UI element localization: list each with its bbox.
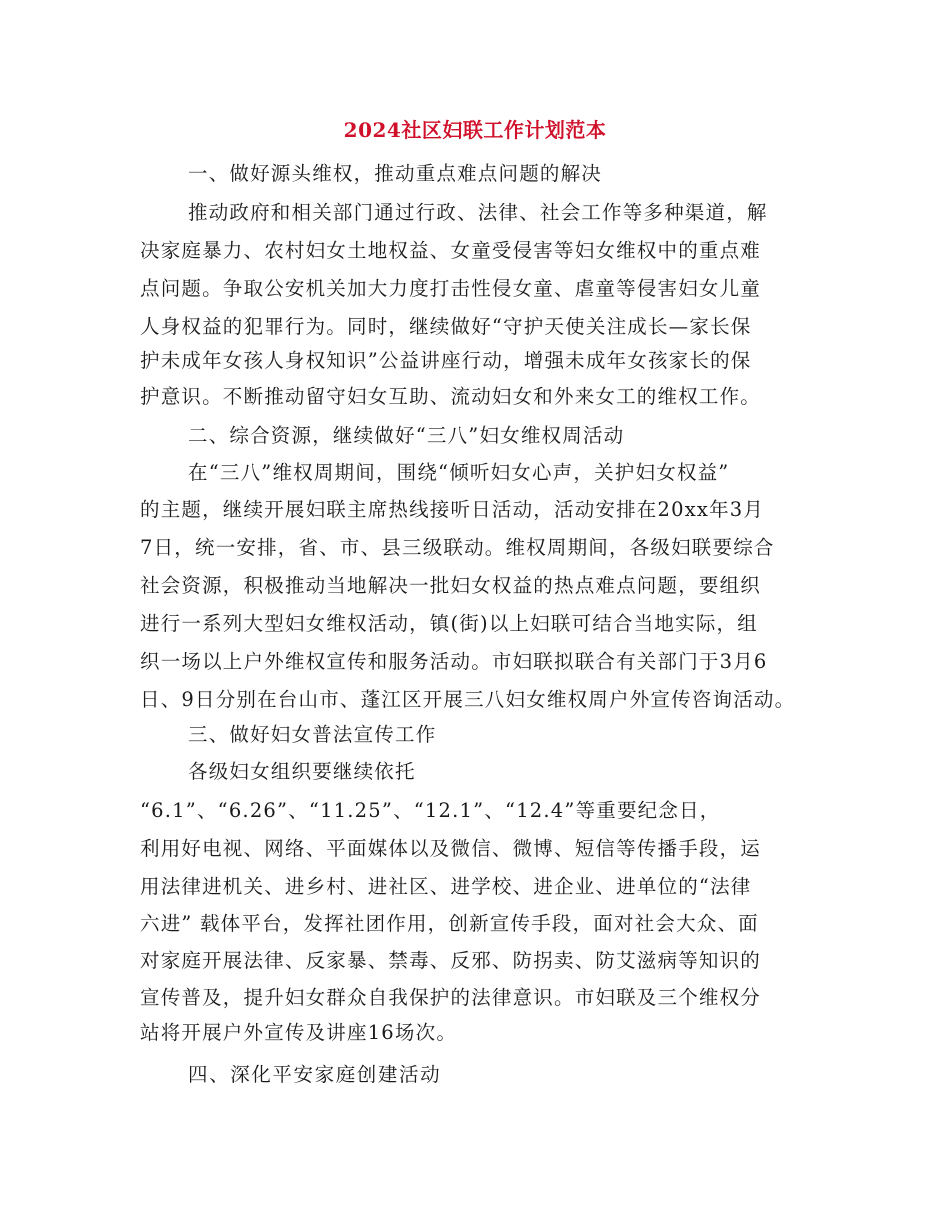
document-title: 2024社区妇联工作计划范本 — [343, 118, 607, 142]
paragraph-line: 在“三八”维权周期间，围绕“倾听妇女心声，关护妇女权益” — [188, 461, 730, 484]
paragraph-line: 人身权益的犯罪行为。同时，继续做好“守护天使关注成长—家长保 — [140, 315, 752, 338]
paragraph-line: 各级妇女组织要继续依托 — [188, 760, 416, 783]
paragraph-line: “6.1”、“6.26”、“11.25”、“12.1”、“12.4”等重要纪念日， — [140, 799, 721, 822]
paragraph-line: 织一场以上户外维权宣传和服务活动。市妇联拟联合有关部门于3月6 — [140, 650, 768, 673]
paragraph-line: 护未成年女孩人身权知识”公益讲座行动，增强未成年女孩家长的保 — [140, 349, 752, 372]
section-heading-4: 四、深化平安家庭创建活动 — [188, 1063, 442, 1086]
paragraph-line: 推动政府和相关部门通过行政、法律、社会工作等多种渠道，解 — [188, 201, 768, 224]
paragraph-line: 六进” 载体平台，发挥社团作用，创新宣传手段，面对社会大众、面 — [140, 912, 759, 935]
paragraph-line: 点问题。争取公安机关加大力度打击性侵女童、虐童等侵害妇女儿童 — [140, 277, 762, 300]
paragraph-line: 日、9日分别在台山市、蓬江区开展三八妇女维权周户外宣传咨询活动。 — [140, 688, 796, 711]
paragraph-line: 社会资源，积极推动当地解决一批妇女权益的热点难点问题，要组织 — [140, 574, 762, 597]
paragraph-line: 利用好电视、网络、平面媒体以及微信、微博、短信等传播手段，运 — [140, 837, 762, 860]
paragraph-line: 护意识。不断推动留守妇女互助、流动妇女和外来女工的维权工作。 — [140, 385, 762, 408]
section-heading-3: 三、做好妇女普法宣传工作 — [188, 723, 437, 746]
paragraph-line: 站将开展户外宣传及讲座16场次。 — [140, 1021, 458, 1044]
paragraph-line: 7日，统一安排，省、市、县三级联动。维权周期间，各级妇联要综合 — [140, 536, 775, 559]
paragraph-line: 宣传普及，提升妇女群众自我保护的法律意识。市妇联及三个维权分 — [140, 986, 762, 1009]
paragraph-line: 的主题，继续开展妇联主席热线接听日活动，活动安排在20xx年3月 — [140, 498, 765, 521]
paragraph-line: 决家庭暴力、农村妇女土地权益、女童受侵害等妇女维权中的重点难 — [140, 239, 762, 262]
paragraph-line: 用法律进机关、进乡村、进社区、进学校、进企业、进单位的“法律 — [140, 875, 752, 898]
section-heading-2: 二、综合资源，继续做好“三八”妇女维权周活动 — [188, 424, 625, 447]
paragraph-line: 进行一系列大型妇女维权活动，镇(街)以上妇联可结合当地实际，组 — [140, 612, 758, 635]
section-heading-1: 一、做好源头维权，推动重点难点问题的解决 — [188, 162, 603, 185]
paragraph-line: 对家庭开展法律、反家暴、禁毒、反邪、防拐卖、防艾滋病等知识的 — [140, 949, 762, 972]
